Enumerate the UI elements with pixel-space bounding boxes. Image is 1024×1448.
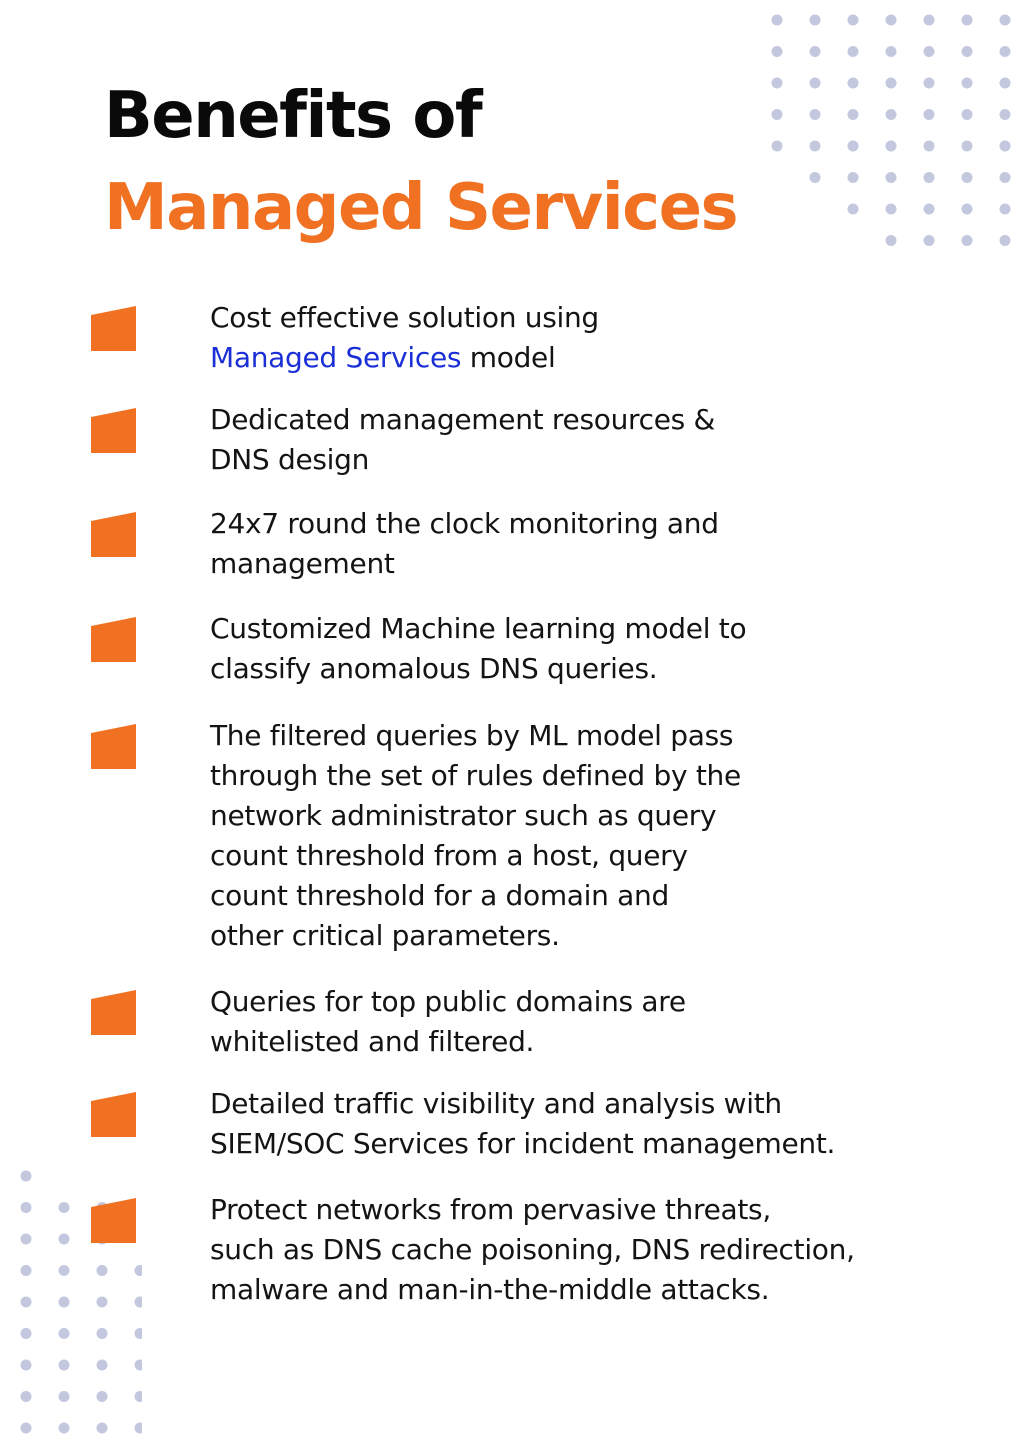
decorative-dot xyxy=(21,1328,32,1339)
dot-grid-icon xyxy=(762,5,1024,255)
decorative-dot xyxy=(135,1360,143,1371)
decorative-dot xyxy=(886,141,897,152)
decorative-dot xyxy=(1000,141,1011,152)
orange-flag-square-icon xyxy=(91,1092,136,1137)
benefit-line: Cost effective solution using xyxy=(210,301,599,334)
benefit-line xyxy=(210,338,950,378)
benefit-line: classify anomalous DNS queries. xyxy=(210,652,658,685)
decorative-dot xyxy=(59,1328,70,1339)
decorative-dot xyxy=(924,15,935,26)
benefit-text xyxy=(210,716,950,956)
decorative-dot xyxy=(21,1423,32,1434)
decorative-dot xyxy=(848,204,859,215)
decorative-dot xyxy=(1000,15,1011,26)
decorative-dot xyxy=(59,1423,70,1434)
decorative-dot xyxy=(962,46,973,57)
benefit-line: network administrator such as query xyxy=(210,799,717,832)
decorative-dot xyxy=(962,172,973,183)
decorative-dot xyxy=(59,1360,70,1371)
decorative-dot xyxy=(810,109,821,120)
decorative-dot xyxy=(59,1202,70,1213)
benefit-line-tail: model xyxy=(469,341,556,374)
benefit-text xyxy=(210,400,950,480)
decorative-dot xyxy=(924,109,935,120)
decorative-dot xyxy=(924,78,935,89)
decorative-dot xyxy=(962,204,973,215)
decorative-dot xyxy=(1000,109,1011,120)
decorative-dot xyxy=(135,1391,143,1402)
decorative-dot xyxy=(135,1328,143,1339)
decorative-dot xyxy=(962,235,973,246)
decorative-dot xyxy=(810,78,821,89)
decorative-dot xyxy=(59,1265,70,1276)
decorative-dot xyxy=(886,78,897,89)
decorative-dot xyxy=(848,109,859,120)
decorative-dot xyxy=(772,109,783,120)
decorative-dot xyxy=(1000,235,1011,246)
decorative-dot xyxy=(21,1202,32,1213)
decorative-dot xyxy=(1000,204,1011,215)
decorative-dot xyxy=(59,1297,70,1308)
decorative-dot xyxy=(97,1297,108,1308)
benefit-line: management xyxy=(210,547,395,580)
decorative-dot xyxy=(924,46,935,57)
decorative-dot xyxy=(886,46,897,57)
decorative-dot xyxy=(97,1391,108,1402)
decorative-dot xyxy=(772,46,783,57)
benefit-text xyxy=(210,1190,950,1310)
orange-flag-square-icon xyxy=(91,617,136,662)
decorative-dot xyxy=(924,204,935,215)
benefit-line: malware and man-in-the-middle attacks. xyxy=(210,1273,770,1306)
benefit-line: DNS design xyxy=(210,443,370,476)
decorative-dot xyxy=(962,78,973,89)
decorative-dot xyxy=(848,172,859,183)
decorative-dot-grid-top-right xyxy=(762,5,1024,255)
benefit-line: other critical parameters. xyxy=(210,919,560,952)
benefit-line: through the set of rules defined by the xyxy=(210,759,741,792)
decorative-dot xyxy=(59,1234,70,1245)
decorative-dot xyxy=(135,1297,143,1308)
benefit-line: count threshold for a domain and xyxy=(210,879,669,912)
decorative-dot xyxy=(1000,46,1011,57)
decorative-dot xyxy=(135,1423,143,1434)
decorative-dot xyxy=(21,1171,32,1182)
decorative-dot xyxy=(21,1360,32,1371)
benefit-text xyxy=(210,982,950,1062)
page-title xyxy=(104,79,738,245)
decorative-dot xyxy=(97,1265,108,1276)
decorative-dot xyxy=(810,141,821,152)
benefit-line: SIEM/SOC Services for incident management. xyxy=(210,1127,836,1160)
decorative-dot xyxy=(886,15,897,26)
benefit-text xyxy=(210,298,950,378)
decorative-dot xyxy=(962,15,973,26)
decorative-dot xyxy=(135,1265,143,1276)
title-line-benefits-of: Benefits of xyxy=(104,79,482,153)
orange-flag-square-icon xyxy=(91,306,136,351)
benefit-line: Queries for top public domains are xyxy=(210,985,686,1018)
decorative-dot xyxy=(97,1328,108,1339)
benefit-line: Protect networks from pervasive threats, xyxy=(210,1193,771,1226)
benefit-text xyxy=(210,504,950,584)
decorative-dot xyxy=(772,141,783,152)
decorative-dot xyxy=(59,1391,70,1402)
benefit-line: Dedicated management resources & xyxy=(210,403,716,436)
decorative-dot xyxy=(962,109,973,120)
orange-flag-square-icon xyxy=(91,408,136,453)
decorative-dot xyxy=(810,46,821,57)
decorative-dot xyxy=(1000,78,1011,89)
managed-services-link[interactable]: Managed Services xyxy=(210,341,462,374)
decorative-dot xyxy=(772,78,783,89)
decorative-dot xyxy=(924,172,935,183)
decorative-dot xyxy=(21,1297,32,1308)
decorative-dot xyxy=(810,172,821,183)
orange-flag-square-icon xyxy=(91,990,136,1035)
decorative-dot xyxy=(962,141,973,152)
benefit-line: count threshold from a host, query xyxy=(210,839,688,872)
decorative-dot xyxy=(97,1423,108,1434)
decorative-dot xyxy=(848,78,859,89)
benefit-line: 24x7 round the clock monitoring and xyxy=(210,507,719,540)
decorative-dot xyxy=(21,1234,32,1245)
benefit-line: whitelisted and filtered. xyxy=(210,1025,535,1058)
decorative-dot xyxy=(886,235,897,246)
decorative-dot xyxy=(886,172,897,183)
decorative-dot xyxy=(848,141,859,152)
decorative-dot xyxy=(848,15,859,26)
benefit-text xyxy=(210,609,950,689)
decorative-dot xyxy=(810,15,821,26)
decorative-dot xyxy=(1000,172,1011,183)
benefit-line: Detailed traffic visibility and analysis with xyxy=(210,1087,782,1120)
decorative-dot xyxy=(21,1265,32,1276)
benefit-line: Customized Machine learning model to xyxy=(210,612,747,645)
decorative-dot xyxy=(924,235,935,246)
benefit-line: The filtered queries by ML model pass xyxy=(210,719,734,752)
title-line-managed-services: Managed Services xyxy=(104,171,738,245)
decorative-dot xyxy=(886,109,897,120)
decorative-dot xyxy=(97,1360,108,1371)
decorative-dot xyxy=(886,204,897,215)
decorative-dot xyxy=(924,141,935,152)
decorative-dot xyxy=(772,15,783,26)
decorative-dot xyxy=(21,1391,32,1402)
benefit-line: such as DNS cache poisoning, DNS redirection, xyxy=(210,1233,855,1266)
benefit-text xyxy=(210,1084,950,1164)
orange-flag-square-icon xyxy=(91,512,136,557)
orange-flag-square-icon xyxy=(91,1198,136,1243)
orange-flag-square-icon xyxy=(91,724,136,769)
decorative-dot xyxy=(848,46,859,57)
